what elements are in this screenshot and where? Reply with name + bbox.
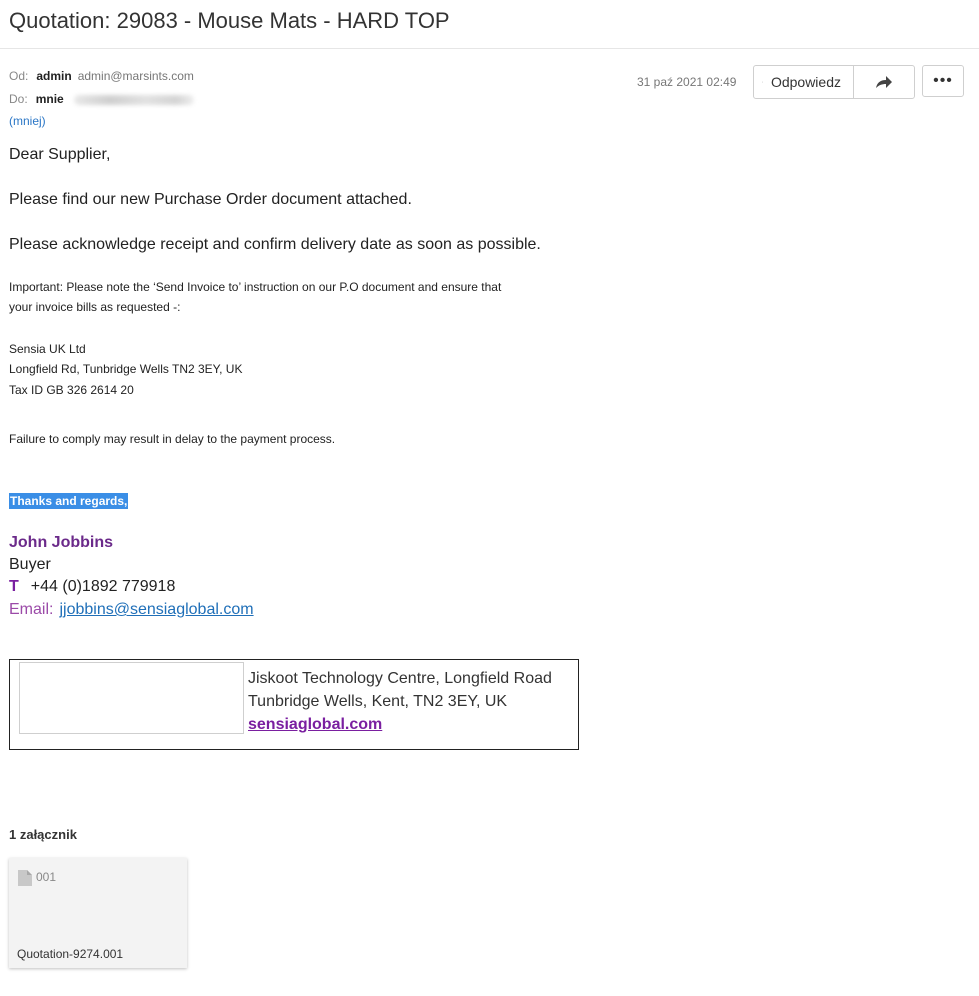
show-less-link[interactable]: (mniej) bbox=[9, 114, 46, 128]
signature-name: John Jobbins bbox=[9, 534, 113, 551]
phone-number: +44 (0)1892 779918 bbox=[30, 578, 176, 595]
forward-button[interactable] bbox=[854, 66, 914, 98]
card-website-link[interactable]: sensiaglobal.com bbox=[248, 716, 383, 733]
from-label: Od: bbox=[9, 69, 29, 83]
to-row bbox=[9, 92, 194, 106]
attachment-tile[interactable] bbox=[9, 858, 187, 968]
phone-label: T bbox=[9, 578, 19, 595]
body-line-1: Please find our new Purchase Order document attached. bbox=[9, 191, 412, 208]
to-label: Do: bbox=[9, 92, 28, 106]
subject-divider bbox=[0, 48, 979, 49]
greeting: Dear Supplier, bbox=[9, 146, 111, 163]
closing-line bbox=[9, 491, 128, 511]
recipient-name: mnie bbox=[35, 92, 64, 106]
from-row bbox=[9, 69, 194, 83]
closing-text-selected: Thanks and regards, bbox=[10, 494, 128, 508]
card-address-line-2: Tunbridge Wells, Kent, TN2 3EY, UK bbox=[248, 693, 508, 710]
attachment-extension: 001 bbox=[36, 870, 57, 884]
more-options-button[interactable] bbox=[922, 65, 964, 97]
reply-button-label: Odpowiedz bbox=[770, 74, 841, 90]
body-line-2: Please acknowledge receipt and confirm delivery date as soon as possible. bbox=[9, 236, 541, 253]
company-address: Longfield Rd, Tunbridge Wells TN2 3EY, UK bbox=[9, 362, 243, 376]
sender-email: admin@marsints.com bbox=[77, 69, 194, 83]
important-line-2: your invoice bills as requested -: bbox=[9, 300, 181, 314]
forward-icon bbox=[875, 75, 893, 89]
email-label: Email: bbox=[9, 601, 54, 618]
reply-button-group bbox=[753, 65, 915, 99]
important-line-1: Important: Please note the ‘Send Invoice to’ instruction on our P.O document and ensure that bbox=[9, 280, 502, 294]
more-icon: ••• bbox=[933, 72, 953, 89]
card-address-line-1: Jiskoot Technology Centre, Longfield Road bbox=[248, 670, 552, 687]
reply-icon bbox=[762, 75, 763, 89]
reply-button[interactable] bbox=[754, 66, 854, 98]
signature-title: Buyer bbox=[9, 556, 51, 573]
company-card bbox=[9, 659, 579, 750]
signature-phone-row bbox=[9, 578, 175, 596]
card-website-row bbox=[248, 716, 382, 734]
message-date: 31 paź 2021 02:49 bbox=[637, 75, 737, 89]
attachments-heading: 1 załącznik bbox=[9, 827, 77, 842]
redacted-recipient bbox=[74, 95, 194, 105]
tax-id: Tax ID GB 326 2614 20 bbox=[9, 383, 134, 397]
signature-email-link[interactable]: jjobbins@sensiaglobal.com bbox=[59, 601, 254, 618]
company-logo-placeholder bbox=[19, 662, 244, 734]
file-icon bbox=[18, 870, 32, 886]
sender-name: admin bbox=[36, 69, 72, 83]
attachment-filename: Quotation-9274.001 bbox=[17, 947, 124, 961]
email-subject: Quotation: 29083 - Mouse Mats - HARD TOP bbox=[9, 8, 450, 33]
company-name: Sensia UK Ltd bbox=[9, 342, 86, 356]
signature-email-row bbox=[9, 601, 254, 619]
failure-notice: Failure to comply may result in delay to the payment process. bbox=[9, 432, 336, 446]
